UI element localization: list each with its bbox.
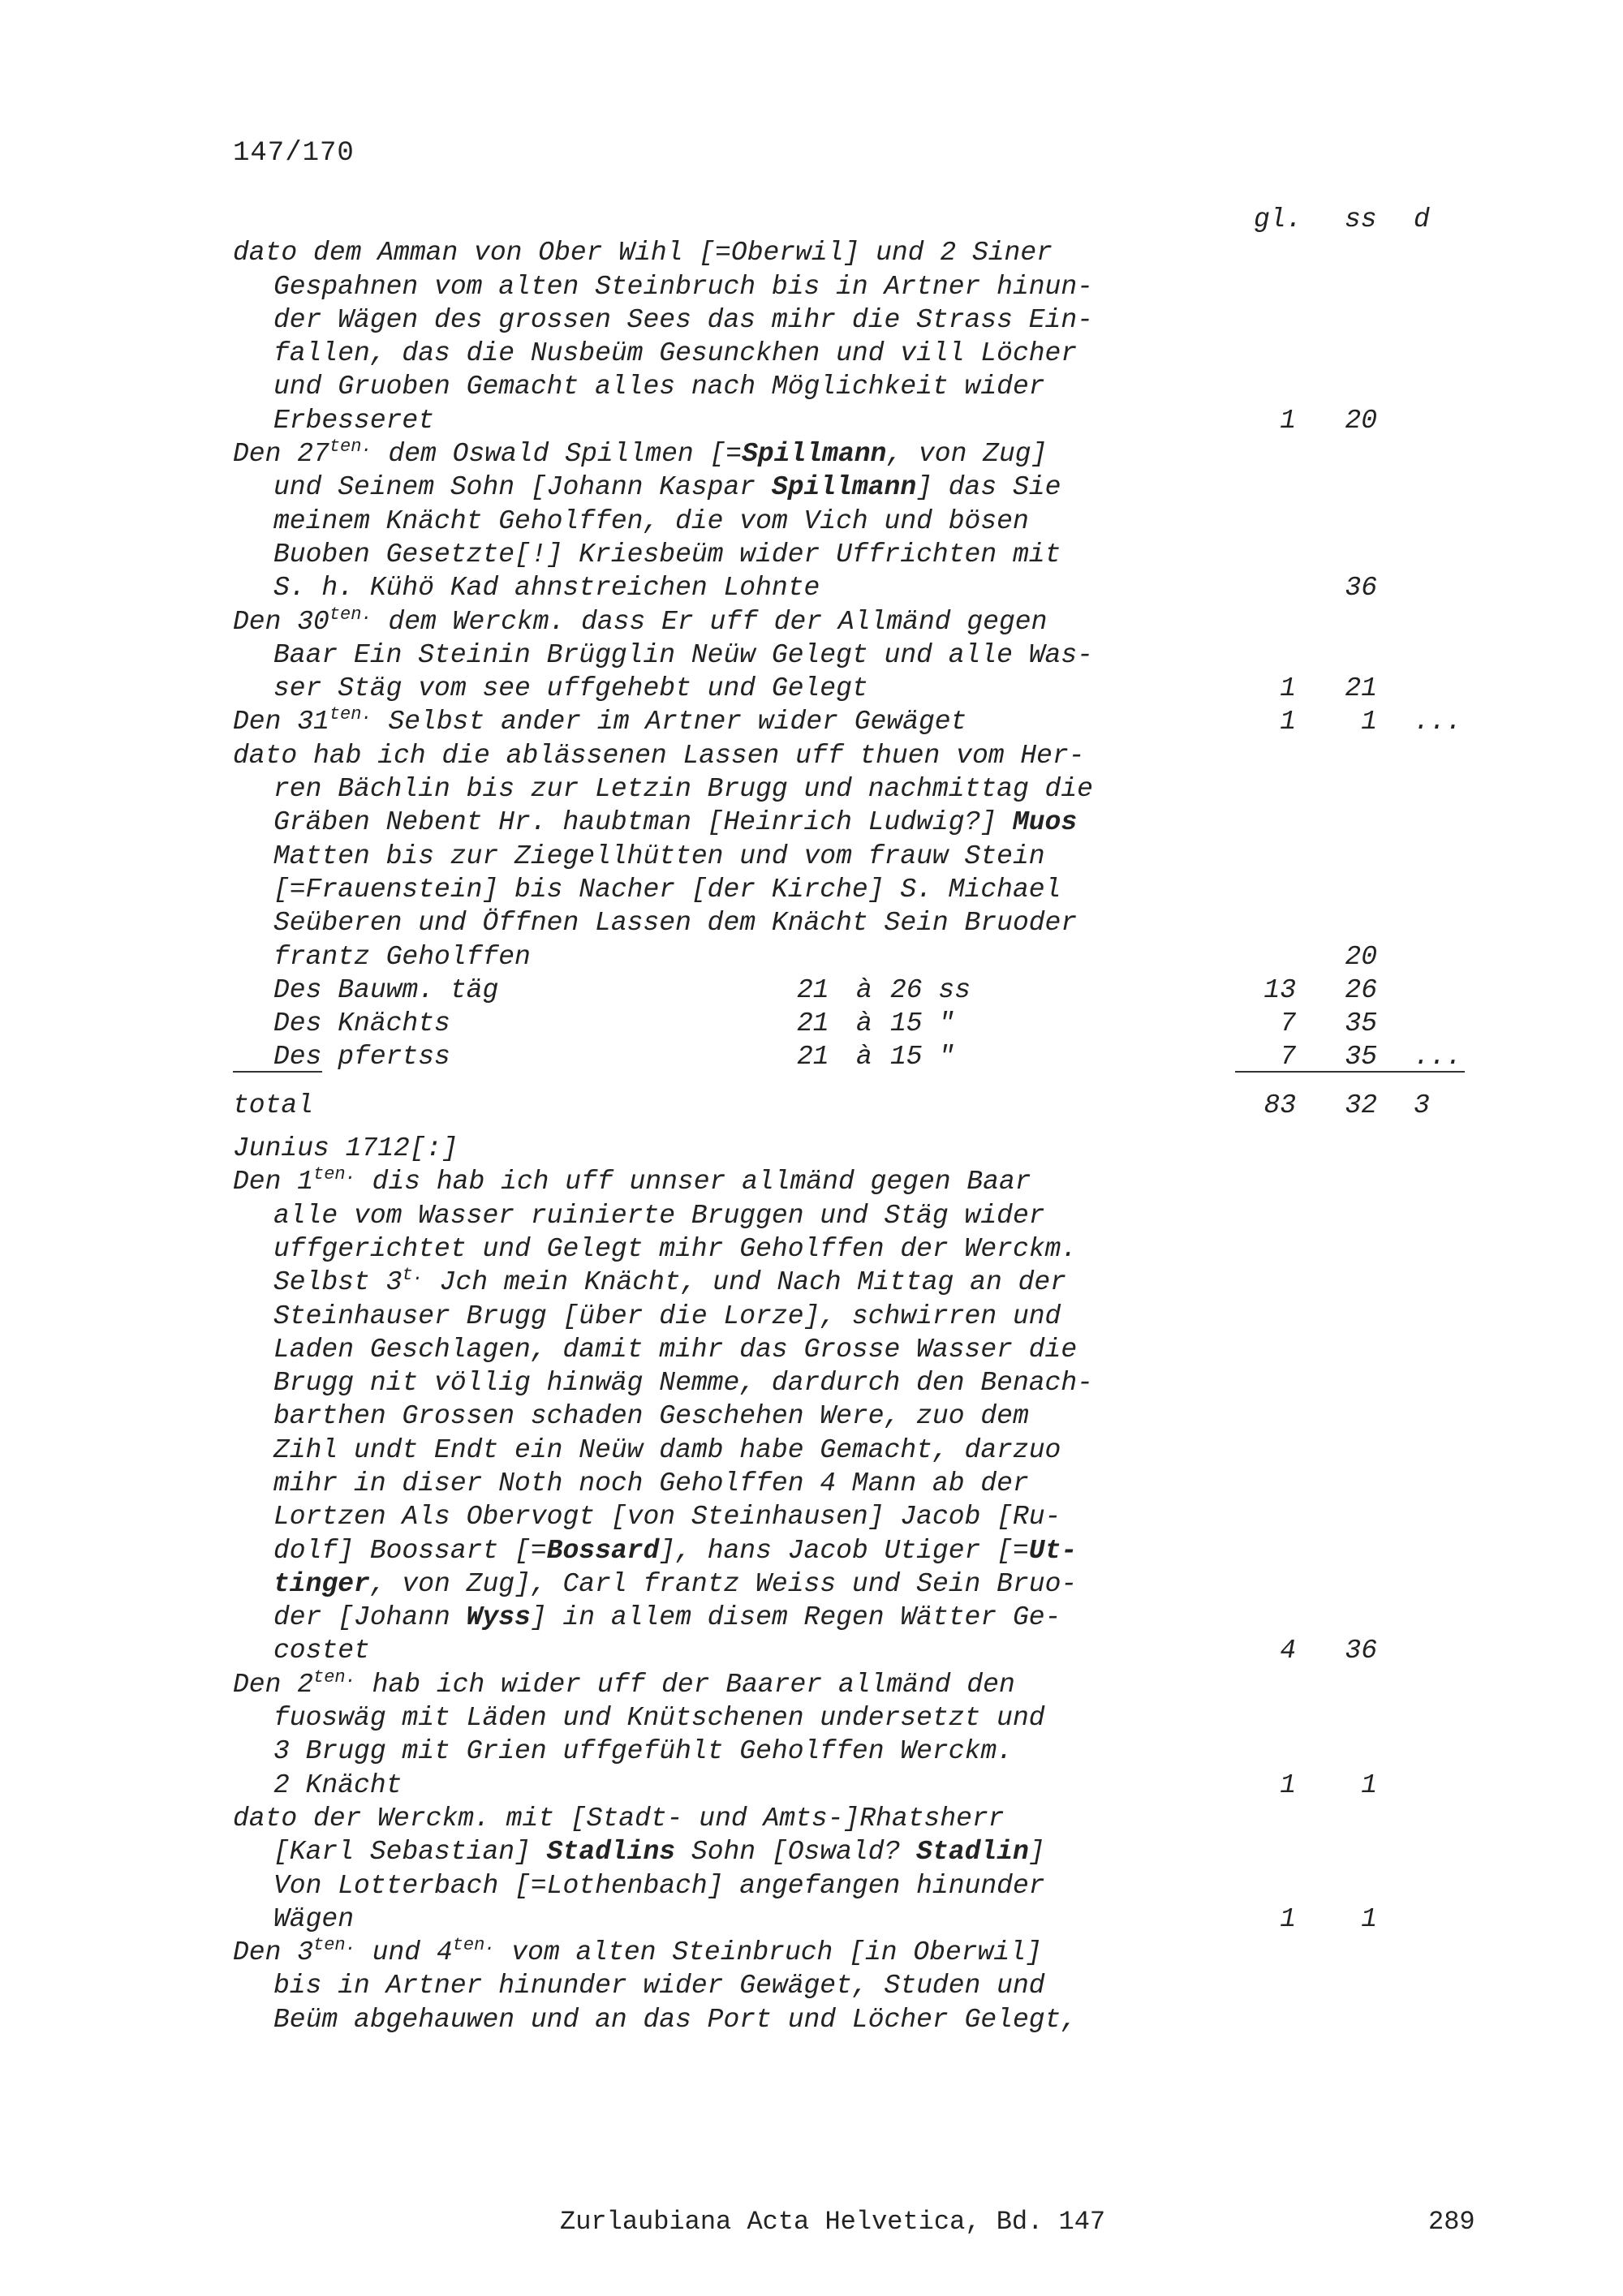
entry-line [233, 1835, 1483, 1868]
line-text: Matten bis zur Ziegellhütten und vom frauw Stein [273, 841, 1045, 871]
amount-ss: 35 [1345, 1042, 1377, 1073]
ledger-entry [233, 1165, 1483, 1667]
entry-first-line [233, 1668, 1483, 1701]
ledger-entry [233, 705, 1483, 738]
wage-label: Des Bauwm. täg [273, 974, 499, 1005]
entry-line [233, 1534, 1483, 1567]
bold-name: tinger [273, 1568, 370, 1599]
line-text: bis in Artner hinunder wider Gewäget, Studen und [273, 1971, 1045, 2001]
column-headers [233, 203, 1483, 236]
entry-line [233, 1769, 1483, 1802]
ledger-entry [233, 1668, 1483, 1802]
wage-rate: 15 " [890, 1008, 955, 1039]
total-row [233, 1089, 1483, 1122]
entry-line [233, 1601, 1483, 1634]
superscript: ten. [313, 1666, 356, 1688]
entry-line [233, 940, 1483, 974]
ledger-entry [233, 605, 1483, 706]
amount-ss: 32 [1345, 1090, 1377, 1120]
superscript: ten. [329, 704, 372, 725]
line-text: Den $30^{ten.}$ dem Werckm. dass Er uff der Allmänd gegen [233, 604, 1048, 637]
entry-line [233, 1735, 1483, 1768]
underline-left [233, 1071, 322, 1073]
line-text: costet [273, 1636, 370, 1666]
amount-gl: 1 [1280, 1769, 1296, 1800]
line-text: fuoswäg mit Läden und Knütschenen undersetzt und [273, 1703, 1045, 1734]
wage-qty: 21 [797, 1008, 829, 1039]
amount-ss: 20 [1345, 941, 1377, 972]
amount-gl: 1 [1280, 707, 1296, 737]
entry-first-line [233, 437, 1483, 471]
line-text: Steinhauser Brugg [über die Lorze], schwirren und [273, 1301, 1061, 1331]
entry-line [233, 672, 1483, 705]
entry-line [233, 638, 1483, 672]
entry-line [233, 1903, 1483, 1936]
entry-line [233, 370, 1483, 403]
amount-ss: 21 [1345, 673, 1377, 704]
bold-name: Spillmann [771, 472, 917, 503]
line-text: Den $27^{ten.}$ dem Oswald Spillmen [=Spillmann, von Zug] [233, 436, 1048, 470]
ledger-entry [233, 739, 1483, 974]
amount-gl: 4 [1280, 1636, 1296, 1666]
line-text: Brugg nit völlig hinwäg Nemme, dardurch den Benach- [273, 1368, 1093, 1399]
entry-line [233, 270, 1483, 303]
line-text: [=Frauenstein] bis Nacher [der Kirche] S. Michael [273, 874, 1061, 905]
total-label: total [233, 1090, 314, 1120]
line-text: Seüberen und Öffnen Lassen dem Knächt Sein Bruoder [273, 908, 1078, 939]
entry-first-line [233, 1165, 1483, 1198]
entry-line [233, 337, 1483, 370]
entry-line [233, 571, 1483, 604]
entry-line [233, 2003, 1483, 2036]
entry-line [233, 1199, 1483, 1232]
amount-ss: 36 [1345, 1636, 1377, 1666]
entry-line [233, 1869, 1483, 1903]
entry-first-line [233, 1936, 1483, 1969]
entry-line [233, 906, 1483, 939]
wage-row [233, 1040, 1483, 1073]
line-text: uffgerichtet und Gelegt mihr Geholffen der Werckm. [273, 1233, 1078, 1264]
amount-d: ... [1414, 707, 1462, 737]
line-text: Lortzen Als Obervogt [von Steinhausen] Jacob [Ru- [273, 1502, 1061, 1533]
wage-at: à [856, 1042, 872, 1073]
footer-title: Zurlaubiana Acta Helvetica, Bd. 147 [560, 2207, 1106, 2237]
underline-right [1235, 1071, 1465, 1073]
amount-gl: 1 [1280, 1903, 1296, 1934]
amount-ss: 20 [1345, 405, 1377, 436]
ledger-entry [233, 236, 1483, 437]
col-header-gl: gl. [1254, 204, 1302, 234]
amount-ss: 35 [1345, 1008, 1377, 1039]
line-text: mihr in diser Noth noch Geholffen 4 Mann ab der [273, 1468, 1029, 1498]
amount-d: 3 [1414, 1090, 1430, 1120]
line-text: 2 Knächt [273, 1769, 403, 1800]
amount-gl: 1 [1280, 673, 1296, 704]
amount-ss: 1 [1361, 1769, 1377, 1800]
entry-line [233, 1300, 1483, 1333]
amount-gl: 13 [1264, 974, 1296, 1005]
bold-name: Spillmann [742, 439, 887, 470]
entry-first-line [233, 236, 1483, 269]
line-text: Laden Geschlagen, damit mihr das Grosse Wasser die [273, 1334, 1078, 1365]
line-text: Von Lotterbach [=Lothenbach] angefangen hinunder [273, 1870, 1045, 1901]
line-text: barthen Grossen schaden Geschehen Were, zuo dem [273, 1401, 1029, 1432]
line-text: Den $3^{ten.}$ und $4^{ten.}$ vom alten Steinbruch [in Oberwil] [233, 1935, 1042, 1968]
amount-gl: 7 [1280, 1008, 1296, 1039]
ledger-entry [233, 437, 1483, 604]
entry-line [233, 1467, 1483, 1500]
entry-first-line [233, 739, 1483, 772]
line-text: tinger, von Zug], Carl frantz Weiss und Sein Bruo- [273, 1568, 1078, 1599]
entry-line [233, 840, 1483, 873]
wage-qty: 21 [797, 1042, 829, 1073]
superscript: t. [402, 1265, 424, 1286]
entry-first-line [233, 705, 1483, 738]
line-text: Erbesseret [273, 405, 435, 436]
wage-qty: 21 [797, 974, 829, 1005]
entry-line [233, 1701, 1483, 1735]
line-text: [Karl Sebastian] Stadlins Sohn [Oswald? Stadlin] [273, 1837, 1045, 1868]
entry-line [233, 1232, 1483, 1266]
amount-gl: 83 [1264, 1090, 1296, 1120]
entry-line [233, 404, 1483, 437]
bold-name: Bossard [546, 1535, 660, 1566]
entry-first-line [233, 1802, 1483, 1835]
entry-line [233, 1500, 1483, 1533]
superscript: ten. [329, 436, 372, 458]
line-text: ser Stäg vom see uffgehebt und Gelegt [273, 673, 868, 704]
line-text: frantz Geholffen [273, 941, 531, 972]
line-text: der [Johann Wyss] in allem disem Regen Wätter Ge- [273, 1602, 1061, 1633]
bold-name: Ut- [1028, 1535, 1078, 1566]
line-text: alle vom Wasser ruinierte Bruggen und Stäg wider [273, 1200, 1045, 1231]
entry-line [233, 1266, 1483, 1299]
line-text: 3 Brugg mit Grien uffgefühlt Geholffen Werckm. [273, 1736, 1013, 1767]
superscript: ten. [329, 604, 372, 625]
amount-ss: 1 [1361, 1903, 1377, 1934]
wage-at: à [856, 1008, 872, 1039]
entry-line [233, 873, 1483, 906]
col-header-ss: ss [1345, 204, 1377, 234]
total-rule-block [233, 1074, 1483, 1089]
wage-row [233, 974, 1483, 1007]
entry-first-line [233, 605, 1483, 638]
wage-label: Des pfertss [273, 1042, 450, 1073]
line-text: ren Bächlin bis zur Letzin Brugg und nachmittag die [273, 774, 1093, 805]
entry-line [233, 1634, 1483, 1667]
superscript: ten. [313, 1935, 356, 1956]
line-text: der Wägen des grossen Sees das mihr die Strass Ein- [273, 304, 1093, 335]
wage-at: à [856, 974, 872, 1005]
entry-line [233, 1567, 1483, 1601]
entry-line [233, 1400, 1483, 1433]
entry-line [233, 772, 1483, 806]
ledger-entry [233, 1802, 1483, 1936]
bold-name: Muos [1012, 807, 1078, 838]
section-heading: Junius 1712[:] [233, 1133, 458, 1164]
line-text: Gespahnen vom alten Steinbruch bis in Artner hinun- [273, 271, 1093, 302]
line-text: dato der Werckm. mit [Stadt- und Amts-]Rhatsherr [233, 1803, 1005, 1834]
col-header-d: d [1414, 204, 1430, 234]
entry-line [233, 1333, 1483, 1366]
bold-name: Stadlins [546, 1837, 676, 1868]
amount-gl: 7 [1280, 1042, 1296, 1073]
line-text: Zihl undt Endt ein Neüw damb habe Gemacht, darzuo [273, 1434, 1061, 1465]
entry-line [233, 1366, 1483, 1400]
line-text: Den $31^{ten.}$ Selbst ander im Artner wider Gewäget [233, 704, 967, 737]
spacer [233, 1122, 1483, 1132]
wage-label: Des Knächts [273, 1008, 450, 1039]
line-text: dato hab ich die ablässenen Lassen uff thuen vom Her- [233, 740, 1085, 771]
line-text: dato dem Amman von Ober Wihl [=Oberwil] und 2 Siner [233, 238, 1053, 269]
amount-d: ... [1414, 1042, 1462, 1073]
line-text: meinem Knächt Geholffen, die vom Vich und bösen [273, 505, 1029, 536]
line-text: dolf] Boossart [=Bossard], hans Jacob Utiger [=Ut- [273, 1535, 1078, 1566]
line-text: Wägen [273, 1903, 355, 1934]
ledger-body [233, 203, 1483, 2036]
entry-line [233, 505, 1483, 538]
amount-ss: 1 [1361, 707, 1377, 737]
entry-line [233, 806, 1483, 839]
line-text: Den $2^{ten.}$ hab ich wider uff der Baarer allmänd den [233, 1666, 1015, 1700]
amount-ss: 26 [1345, 974, 1377, 1005]
bold-name: Wyss [466, 1602, 531, 1633]
entry-line [233, 1969, 1483, 2002]
entry-line [233, 538, 1483, 571]
line-text: Beüm abgehauwen und an das Port und Löcher Gelegt, [273, 2004, 1078, 2035]
ledger-entry [233, 974, 1483, 1074]
line-text: fallen, das die Nusbeüm Gesunckhen und vill Löcher [273, 338, 1078, 369]
line-text: Gräben Nebent Hr. haubtman [Heinrich Ludwig?] Muos [273, 807, 1078, 838]
line-text: Buoben Gesetzte[!] Kriesbeüm wider Uffrichten mit [273, 539, 1061, 570]
entry-line [233, 1434, 1483, 1467]
ledger-entry [233, 1936, 1483, 2036]
line-text: und Seinem Sohn [Johann Kaspar Spillmann] das Sie [273, 472, 1061, 503]
entry-line [233, 471, 1483, 504]
line-text: S. h. Kühö Kad ahnstreichen Lohnte [273, 573, 820, 604]
line-text: Baar Ein Steinin Brügglin Neüw Gelegt und alle Was- [273, 639, 1093, 670]
superscript: ten. [313, 1164, 356, 1185]
wage-rate: 15 " [890, 1042, 955, 1073]
wage-row [233, 1007, 1483, 1040]
superscript: ten. [452, 1935, 496, 1956]
line-text: Selbst $3^{t.}$ Jch mein Knächt, und Nach Mittag an der [273, 1265, 1066, 1298]
line-text: Den $1^{ten.}$ dis hab ich uff unnser allmänd gegen Baar [233, 1164, 1031, 1197]
line-text: und Gruoben Gemacht alles nach Möglichkeit wider [273, 372, 1045, 402]
entry-line [233, 303, 1483, 337]
amount-gl: 1 [1280, 405, 1296, 436]
bold-name: Stadlin [916, 1837, 1029, 1868]
page-reference: 147/170 [233, 138, 355, 169]
wage-rate: 26 ss [890, 974, 971, 1005]
footer-page-number: 289 [1428, 2207, 1475, 2237]
amount-ss: 36 [1345, 573, 1377, 604]
